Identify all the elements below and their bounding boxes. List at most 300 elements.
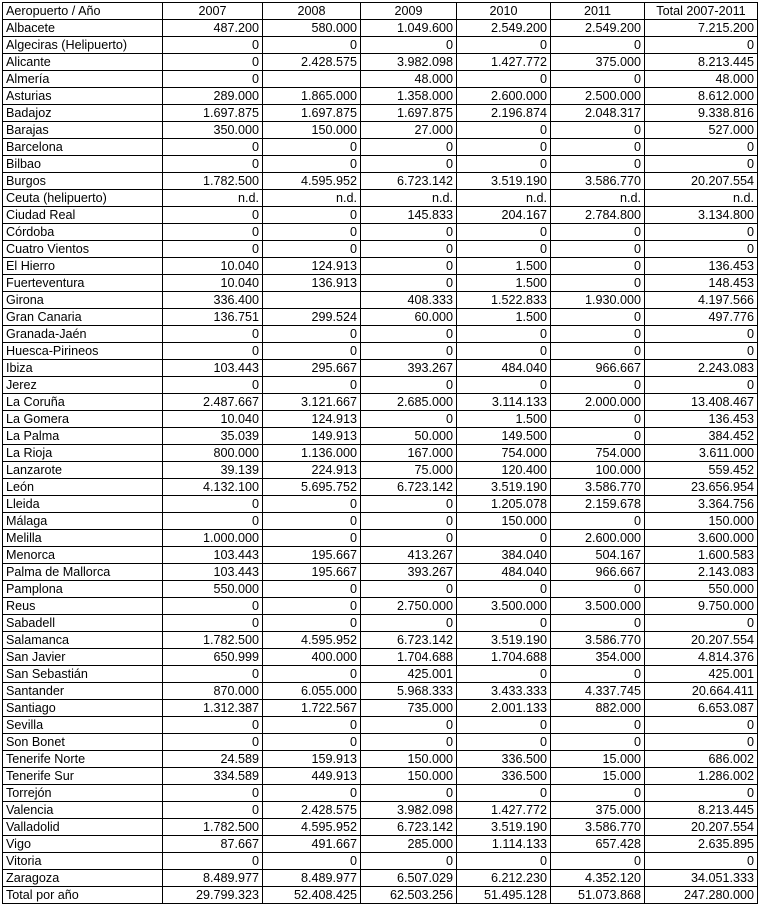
value-2009-cell: 27.000 [361, 122, 457, 139]
table-row [3, 581, 758, 598]
value-2007-cell: 336.400 [163, 292, 263, 309]
table-row [3, 224, 758, 241]
table-row [3, 156, 758, 173]
value-total-cell: 9.750.000 [645, 598, 758, 615]
value-2010-cell: 384.040 [457, 547, 551, 564]
value-2007-cell: n.d. [163, 190, 263, 207]
value-2011-cell: 0 [551, 139, 645, 156]
value-2007-cell: 1.782.500 [163, 173, 263, 190]
value-total-cell: 9.338.816 [645, 105, 758, 122]
airport-name-cell: Menorca [3, 547, 163, 564]
table-row [3, 717, 758, 734]
value-2007-cell: 2.487.667 [163, 394, 263, 411]
value-2009-cell: 0 [361, 326, 457, 343]
value-2008-cell: 0 [263, 241, 361, 258]
value-2010-cell: 0 [457, 343, 551, 360]
value-total-cell: 20.664.411 [645, 683, 758, 700]
value-2007-cell: 0 [163, 343, 263, 360]
value-2008-cell: 1.722.567 [263, 700, 361, 717]
value-2007-cell: 103.443 [163, 564, 263, 581]
value-2008-cell: 0 [263, 513, 361, 530]
table-row [3, 870, 758, 887]
value-2007-cell: 4.132.100 [163, 479, 263, 496]
value-2009-cell: 6.723.142 [361, 173, 457, 190]
value-2011-cell: 0 [551, 326, 645, 343]
value-2011-cell: 3.500.000 [551, 598, 645, 615]
value-2007-cell: 8.489.977 [163, 870, 263, 887]
value-2008-cell: 8.489.977 [263, 870, 361, 887]
value-2010-cell: 204.167 [457, 207, 551, 224]
value-total-cell: 550.000 [645, 581, 758, 598]
value-2010-cell: 1.205.078 [457, 496, 551, 513]
value-total-cell: 3.134.800 [645, 207, 758, 224]
value-2009-cell: 1.358.000 [361, 88, 457, 105]
value-2010-cell: 0 [457, 71, 551, 88]
table-row [3, 258, 758, 275]
airport-name-cell: Lanzarote [3, 462, 163, 479]
value-2009-cell: 1.697.875 [361, 105, 457, 122]
table-row [3, 275, 758, 292]
value-2007-cell: 0 [163, 71, 263, 88]
value-2009-cell: 0 [361, 275, 457, 292]
value-2008-cell: 0 [263, 853, 361, 870]
value-total-cell: 0 [645, 343, 758, 360]
value-2008-cell: 52.408.425 [263, 887, 361, 904]
value-2007-cell: 0 [163, 377, 263, 394]
value-2008-cell: 0 [263, 207, 361, 224]
value-total-cell: 23.656.954 [645, 479, 758, 496]
table-row [3, 360, 758, 377]
airport-name-cell: Girona [3, 292, 163, 309]
airport-name-cell: Vigo [3, 836, 163, 853]
value-total-cell: 4.814.376 [645, 649, 758, 666]
table-row [3, 445, 758, 462]
value-2010-cell: 2.549.200 [457, 20, 551, 37]
value-2010-cell: 0 [457, 853, 551, 870]
value-2008-cell: 0 [263, 156, 361, 173]
value-2007-cell: 0 [163, 615, 263, 632]
value-total-cell: 0 [645, 139, 758, 156]
value-2010-cell: 3.500.000 [457, 598, 551, 615]
airport-name-cell: Palma de Mallorca [3, 564, 163, 581]
value-2008-cell: 224.913 [263, 462, 361, 479]
value-2010-cell: 6.212.230 [457, 870, 551, 887]
value-2008-cell: 491.667 [263, 836, 361, 853]
value-2007-cell: 136.751 [163, 309, 263, 326]
value-total-cell: 0 [645, 224, 758, 241]
value-2011-cell: 0 [551, 309, 645, 326]
airport-name-cell: Valladolid [3, 819, 163, 836]
value-2011-cell: 3.586.770 [551, 632, 645, 649]
value-2007-cell: 87.667 [163, 836, 263, 853]
value-2007-cell: 0 [163, 139, 263, 156]
value-total-cell: 2.635.895 [645, 836, 758, 853]
value-2008-cell [263, 292, 361, 309]
value-2009-cell: 6.723.142 [361, 479, 457, 496]
value-2011-cell: 0 [551, 343, 645, 360]
value-2011-cell: 15.000 [551, 768, 645, 785]
value-total-cell: 0 [645, 326, 758, 343]
table-row [3, 836, 758, 853]
value-2009-cell: 393.267 [361, 564, 457, 581]
value-2009-cell: 48.000 [361, 71, 457, 88]
value-total-cell: 136.453 [645, 258, 758, 275]
value-2010-cell: 1.427.772 [457, 54, 551, 71]
value-2011-cell: 2.549.200 [551, 20, 645, 37]
value-2008-cell: 1.136.000 [263, 445, 361, 462]
value-total-cell: 0 [645, 853, 758, 870]
value-2008-cell: 580.000 [263, 20, 361, 37]
value-2011-cell: 375.000 [551, 54, 645, 71]
value-2007-cell: 103.443 [163, 547, 263, 564]
value-2008-cell: 1.697.875 [263, 105, 361, 122]
value-2010-cell: 1.500 [457, 275, 551, 292]
value-2009-cell: 3.982.098 [361, 54, 457, 71]
value-2007-cell: 0 [163, 241, 263, 258]
airport-name-cell: San Sebastián [3, 666, 163, 683]
value-2011-cell: 0 [551, 785, 645, 802]
table-row [3, 20, 758, 37]
value-2007-cell: 0 [163, 54, 263, 71]
table-header-row [3, 3, 758, 20]
value-2011-cell: 0 [551, 275, 645, 292]
value-2008-cell: 0 [263, 530, 361, 547]
value-2008-cell: 400.000 [263, 649, 361, 666]
value-total-cell: 0 [645, 37, 758, 54]
airport-name-cell: Asturias [3, 88, 163, 105]
airport-name-cell: Salamanca [3, 632, 163, 649]
value-2010-cell: n.d. [457, 190, 551, 207]
value-2009-cell: 0 [361, 581, 457, 598]
value-2011-cell: 882.000 [551, 700, 645, 717]
table-row [3, 309, 758, 326]
airport-name-cell: Santiago [3, 700, 163, 717]
value-2009-cell: 3.982.098 [361, 802, 457, 819]
value-2011-cell: 2.600.000 [551, 530, 645, 547]
value-2009-cell: 0 [361, 530, 457, 547]
value-2009-cell: 2.750.000 [361, 598, 457, 615]
value-2007-cell: 103.443 [163, 360, 263, 377]
value-2009-cell: 6.723.142 [361, 632, 457, 649]
airport-name-cell: San Javier [3, 649, 163, 666]
value-2009-cell: 6.507.029 [361, 870, 457, 887]
value-2010-cell: 3.519.190 [457, 173, 551, 190]
value-2008-cell: 299.524 [263, 309, 361, 326]
value-total-cell: 527.000 [645, 122, 758, 139]
value-2009-cell: 0 [361, 717, 457, 734]
value-2010-cell: 0 [457, 581, 551, 598]
value-2007-cell: 800.000 [163, 445, 263, 462]
value-2011-cell: 2.784.800 [551, 207, 645, 224]
value-2011-cell: 15.000 [551, 751, 645, 768]
table-row [3, 853, 758, 870]
value-2011-cell: 0 [551, 122, 645, 139]
airport-name-cell: Badajoz [3, 105, 163, 122]
value-2011-cell: 0 [551, 377, 645, 394]
value-2009-cell: 0 [361, 258, 457, 275]
value-2010-cell: 0 [457, 122, 551, 139]
airport-name-cell: Gran Canaria [3, 309, 163, 326]
value-2009-cell: 0 [361, 496, 457, 513]
table-row [3, 394, 758, 411]
value-2011-cell: 354.000 [551, 649, 645, 666]
airport-name-cell: La Coruña [3, 394, 163, 411]
value-2008-cell: 124.913 [263, 258, 361, 275]
airport-name-cell: Pamplona [3, 581, 163, 598]
value-2009-cell: 75.000 [361, 462, 457, 479]
value-2008-cell: 3.121.667 [263, 394, 361, 411]
table-row [3, 292, 758, 309]
value-2009-cell: 0 [361, 241, 457, 258]
value-2011-cell: 0 [551, 717, 645, 734]
value-total-cell: 148.453 [645, 275, 758, 292]
airport-name-cell: Vitoria [3, 853, 163, 870]
value-total-cell: 497.776 [645, 309, 758, 326]
value-2008-cell: 4.595.952 [263, 632, 361, 649]
value-total-cell: 136.453 [645, 411, 758, 428]
value-2010-cell: 1.500 [457, 309, 551, 326]
value-total-cell: 2.243.083 [645, 360, 758, 377]
value-total-cell: 3.600.000 [645, 530, 758, 547]
value-2008-cell: 0 [263, 224, 361, 241]
value-2010-cell: 0 [457, 530, 551, 547]
value-2007-cell: 0 [163, 224, 263, 241]
value-2010-cell: 0 [457, 666, 551, 683]
table-row [3, 496, 758, 513]
value-2008-cell: 195.667 [263, 564, 361, 581]
value-2011-cell: 3.586.770 [551, 173, 645, 190]
value-2009-cell: 0 [361, 411, 457, 428]
value-2011-cell: 100.000 [551, 462, 645, 479]
value-total-cell: n.d. [645, 190, 758, 207]
value-2009-cell: 0 [361, 139, 457, 156]
value-2010-cell: 1.427.772 [457, 802, 551, 819]
airport-name-cell: Fuerteventura [3, 275, 163, 292]
table-row [3, 666, 758, 683]
value-2010-cell: 3.114.133 [457, 394, 551, 411]
value-total-cell: 0 [645, 241, 758, 258]
airport-name-cell: Son Bonet [3, 734, 163, 751]
value-2007-cell: 0 [163, 802, 263, 819]
value-2008-cell: 136.913 [263, 275, 361, 292]
value-total-cell: 20.207.554 [645, 819, 758, 836]
value-total-cell: 20.207.554 [645, 173, 758, 190]
value-2007-cell: 10.040 [163, 275, 263, 292]
value-2009-cell: 0 [361, 377, 457, 394]
value-2010-cell: 484.040 [457, 360, 551, 377]
value-total-cell: 247.280.000 [645, 887, 758, 904]
value-2009-cell: 0 [361, 37, 457, 54]
airport-name-cell: Jerez [3, 377, 163, 394]
value-2009-cell: 0 [361, 224, 457, 241]
table-row [3, 105, 758, 122]
value-2011-cell: 0 [551, 853, 645, 870]
value-2008-cell: 6.055.000 [263, 683, 361, 700]
airport-name-cell: Lleida [3, 496, 163, 513]
value-total-cell: 13.408.467 [645, 394, 758, 411]
value-2010-cell: 1.114.133 [457, 836, 551, 853]
airport-name-cell: Bilbao [3, 156, 163, 173]
airport-name-cell: La Rioja [3, 445, 163, 462]
table-row [3, 479, 758, 496]
airport-data-table [2, 2, 758, 904]
value-2011-cell: 0 [551, 428, 645, 445]
table-row [3, 139, 758, 156]
value-total-cell: 2.143.083 [645, 564, 758, 581]
airport-name-cell: La Gomera [3, 411, 163, 428]
value-2008-cell: 0 [263, 666, 361, 683]
value-2009-cell: 2.685.000 [361, 394, 457, 411]
value-2011-cell: 0 [551, 581, 645, 598]
value-2011-cell: 0 [551, 258, 645, 275]
airport-name-cell: Tenerife Norte [3, 751, 163, 768]
table-row [3, 615, 758, 632]
table-row [3, 462, 758, 479]
value-2009-cell: 150.000 [361, 768, 457, 785]
value-2007-cell: 0 [163, 513, 263, 530]
value-total-cell: 150.000 [645, 513, 758, 530]
value-2007-cell: 1.697.875 [163, 105, 263, 122]
value-2008-cell: 0 [263, 717, 361, 734]
value-2007-cell: 0 [163, 734, 263, 751]
value-2007-cell: 1.312.387 [163, 700, 263, 717]
value-2009-cell: 1.049.600 [361, 20, 457, 37]
value-total-cell: 8.213.445 [645, 802, 758, 819]
value-2009-cell: 393.267 [361, 360, 457, 377]
value-2007-cell: 1.000.000 [163, 530, 263, 547]
table-row [3, 88, 758, 105]
value-2007-cell: 487.200 [163, 20, 263, 37]
value-total-cell: 0 [645, 734, 758, 751]
airport-name-cell: Zaragoza [3, 870, 163, 887]
value-2011-cell: 0 [551, 241, 645, 258]
value-2007-cell: 650.999 [163, 649, 263, 666]
value-2007-cell: 334.589 [163, 768, 263, 785]
header-2010: 2010 [457, 3, 551, 20]
value-2008-cell: 0 [263, 139, 361, 156]
value-2008-cell: 0 [263, 326, 361, 343]
value-total-cell: 8.612.000 [645, 88, 758, 105]
value-total-cell: 8.213.445 [645, 54, 758, 71]
airport-name-cell: Torrejón [3, 785, 163, 802]
value-2011-cell: 0 [551, 513, 645, 530]
value-2011-cell: 0 [551, 224, 645, 241]
header-total: Total 2007-2011 [645, 3, 758, 20]
value-total-cell: 425.001 [645, 666, 758, 683]
value-2010-cell: 484.040 [457, 564, 551, 581]
table-row [3, 700, 758, 717]
value-2011-cell: 2.000.000 [551, 394, 645, 411]
value-2007-cell: 29.799.323 [163, 887, 263, 904]
value-2010-cell: 2.196.874 [457, 105, 551, 122]
value-2011-cell: 966.667 [551, 360, 645, 377]
table-row [3, 190, 758, 207]
value-total-cell: 0 [645, 156, 758, 173]
airport-name-cell: Barajas [3, 122, 163, 139]
value-2010-cell: 0 [457, 37, 551, 54]
value-2011-cell: 4.337.745 [551, 683, 645, 700]
value-2010-cell: 1.522.833 [457, 292, 551, 309]
value-2008-cell: 449.913 [263, 768, 361, 785]
value-2008-cell: 2.428.575 [263, 54, 361, 71]
table-row [3, 207, 758, 224]
airport-name-cell: León [3, 479, 163, 496]
value-2007-cell: 10.040 [163, 411, 263, 428]
value-2008-cell: 0 [263, 377, 361, 394]
value-2008-cell: 5.695.752 [263, 479, 361, 496]
value-total-cell: 20.207.554 [645, 632, 758, 649]
value-2010-cell: 0 [457, 326, 551, 343]
value-2010-cell: 0 [457, 734, 551, 751]
value-2009-cell: 0 [361, 615, 457, 632]
value-2009-cell: 60.000 [361, 309, 457, 326]
table-row [3, 632, 758, 649]
value-2007-cell: 0 [163, 496, 263, 513]
value-2007-cell: 39.139 [163, 462, 263, 479]
value-2011-cell: 754.000 [551, 445, 645, 462]
table-row [3, 377, 758, 394]
table-row [3, 54, 758, 71]
value-2008-cell: 124.913 [263, 411, 361, 428]
airport-name-cell: El Hierro [3, 258, 163, 275]
table-row [3, 819, 758, 836]
value-2008-cell: 0 [263, 598, 361, 615]
value-2011-cell: 0 [551, 156, 645, 173]
value-2009-cell: n.d. [361, 190, 457, 207]
value-2009-cell: 413.267 [361, 547, 457, 564]
airport-name-cell: Ceuta (helipuerto) [3, 190, 163, 207]
value-2009-cell: 62.503.256 [361, 887, 457, 904]
value-2008-cell: 149.913 [263, 428, 361, 445]
airport-name-cell: Córdoba [3, 224, 163, 241]
table-row [3, 513, 758, 530]
table-row [3, 326, 758, 343]
value-total-cell: 0 [645, 377, 758, 394]
value-total-cell: 6.653.087 [645, 700, 758, 717]
header-2007: 2007 [163, 3, 263, 20]
value-total-cell: 1.600.583 [645, 547, 758, 564]
value-2011-cell: 2.048.317 [551, 105, 645, 122]
table-row [3, 785, 758, 802]
table-row [3, 734, 758, 751]
value-2010-cell: 3.433.333 [457, 683, 551, 700]
value-2007-cell: 0 [163, 207, 263, 224]
value-2009-cell: 408.333 [361, 292, 457, 309]
table-row [3, 122, 758, 139]
value-2007-cell: 550.000 [163, 581, 263, 598]
value-2008-cell: 0 [263, 734, 361, 751]
value-total-cell: 34.051.333 [645, 870, 758, 887]
value-2011-cell: 0 [551, 37, 645, 54]
value-2008-cell: 1.865.000 [263, 88, 361, 105]
value-2008-cell: n.d. [263, 190, 361, 207]
table-row [3, 343, 758, 360]
airport-name-cell: Sevilla [3, 717, 163, 734]
value-2010-cell: 0 [457, 139, 551, 156]
value-2010-cell: 51.495.128 [457, 887, 551, 904]
value-2008-cell: 0 [263, 615, 361, 632]
value-2008-cell: 4.595.952 [263, 173, 361, 190]
value-2007-cell: 0 [163, 853, 263, 870]
airport-name-cell: La Palma [3, 428, 163, 445]
value-2009-cell: 167.000 [361, 445, 457, 462]
value-2009-cell: 0 [361, 343, 457, 360]
airport-name-cell: Valencia [3, 802, 163, 819]
value-2008-cell: 0 [263, 343, 361, 360]
value-2011-cell: 2.500.000 [551, 88, 645, 105]
value-2011-cell: 3.586.770 [551, 819, 645, 836]
value-2007-cell: 350.000 [163, 122, 263, 139]
